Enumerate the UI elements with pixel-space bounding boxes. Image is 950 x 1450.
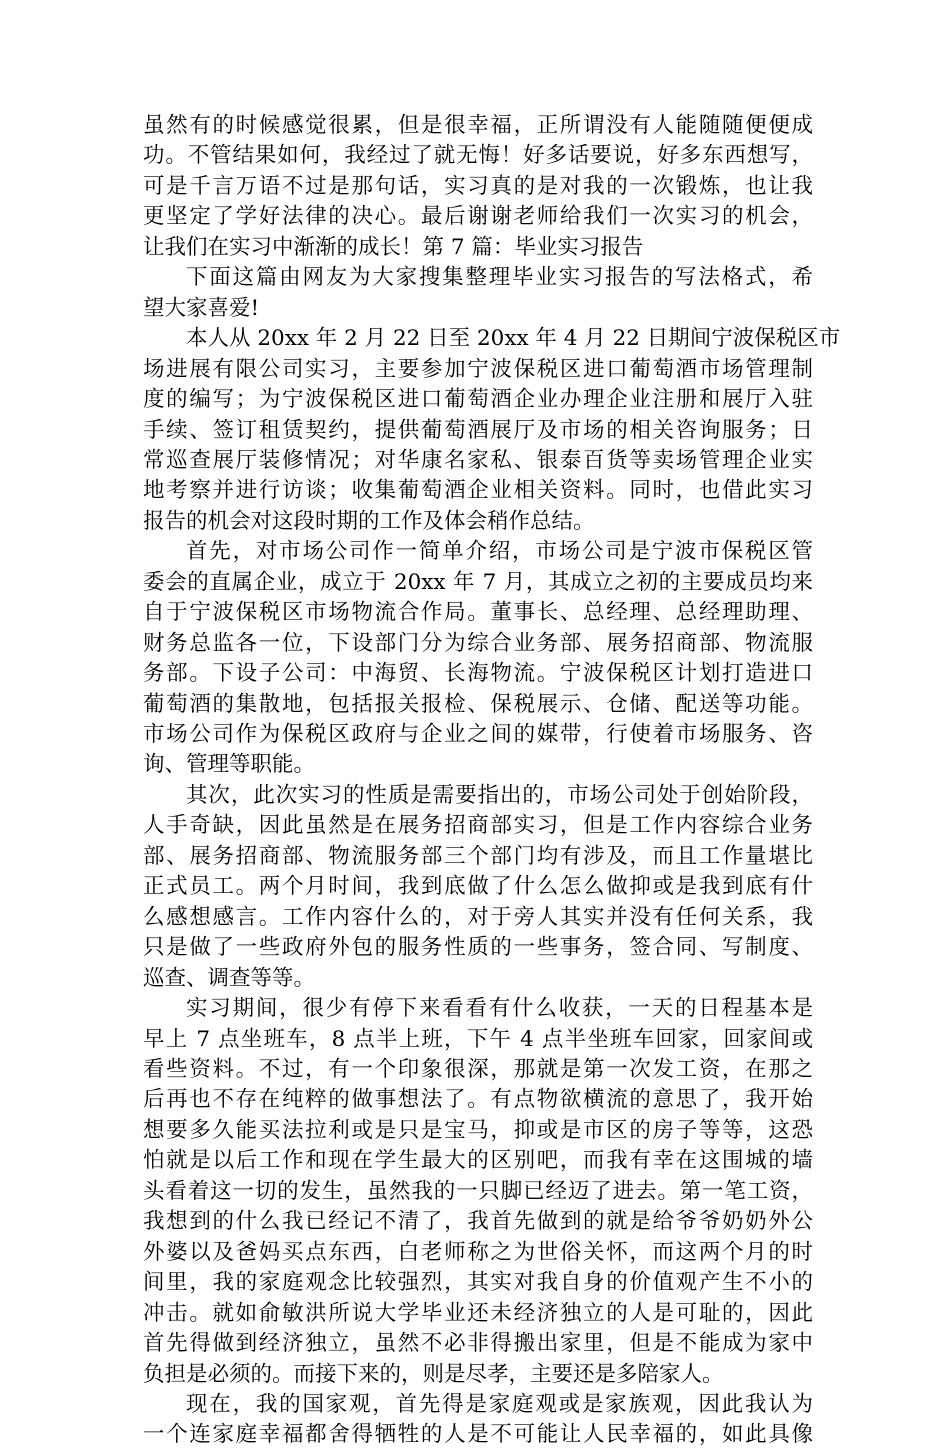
text-line: 后再也不存在纯粹的做事想法了。有点物欲横流的意思了，我开始 (143, 1087, 813, 1113)
text-line: 财务总监各一位，下设部门分为综合业务部、展务招商部、物流服 (143, 630, 813, 656)
text-line: 一个连家庭幸福都舍得牺牲的人是不可能让人民幸福的，如此具像 (143, 1422, 813, 1448)
text-line: 部、展务招商部、物流服务部三个部门均有涉及，而且工作量堪比 (143, 843, 813, 869)
text-line: 度的编写；为宁波保税区进口葡萄酒企业办理企业注册和展厅入驻 (143, 387, 813, 413)
text-line: 正式员工。两个月时间，我到底做了什么怎么做抑或是我到底有什 (143, 874, 813, 900)
text-line: 想要多久能买法拉利或是只是宝马，抑或是市区的房子等等，这恐 (143, 1117, 813, 1143)
text-line: 首先，对市场公司作一简单介绍，市场公司是宁波市保税区管 (186, 539, 813, 565)
text-line: 让我们在实习中渐渐的成长！第 7 篇：毕业实习报告 (143, 234, 644, 260)
text-line: 自于宁波保税区市场物流合作局。董事长、总经理、总经理助理、 (143, 600, 813, 626)
text-line: 我想到的什么我已经记不清了，我首先做到的就是给爷爷奶奶外公 (143, 1209, 813, 1235)
text-line: 么感想感言。工作内容什么的，对于旁人其实并没有任何关系，我 (143, 904, 813, 930)
text-line: 负担是必须的。而接下来的，则是尽孝，主要还是多陪家人。 (143, 1361, 724, 1387)
text-line: 可是千言万语不过是那句话，实习真的是对我的一次锻炼，也让我 (143, 173, 813, 199)
text-line: 场进展有限公司实习，主要参加宁波保税区进口葡萄酒市场管理制 (143, 356, 813, 382)
text-line: 望大家喜爱! (143, 295, 260, 321)
text-line: 地考察并进行访谈；收集葡萄酒企业相关资料。同时，也借此实习 (143, 478, 813, 504)
text-line: 只是做了一些政府外包的服务性质的一些事务，签合同、写制度、 (143, 935, 813, 961)
text-line: 报告的机会对这段时期的工作及体会稍作总结。 (143, 508, 595, 534)
text-line: 现在，我的国家观，首先得是家庭观或是家族观，因此我认为 (186, 1391, 813, 1417)
text-line: 下面这篇由网友为大家搜集整理毕业实习报告的写法格式，希 (186, 265, 813, 291)
text-line: 更坚定了学好法律的决心。最后谢谢老师给我们一次实习的机会， (143, 204, 813, 230)
text-line: 人手奇缺，因此虽然是在展务招商部实习，但是工作内容综合业务 (143, 813, 813, 839)
text-line: 头看着这一切的发生，虽然我的一只脚已经迈了进去。第一笔工资， (143, 1178, 813, 1204)
text-line: 本人从 20xx 年 2 月 22 日至 20xx 年 4 月 22 日期间宁波保税区市 (186, 326, 841, 352)
text-line: 询、管理等职能。 (143, 752, 316, 778)
text-line: 其次，此次实习的性质是需要指出的，市场公司处于创始阶段， (186, 782, 813, 808)
text-line: 常巡查展厅装修情况；对华康名家私、银泰百货等卖场管理企业实 (143, 447, 813, 473)
text-line: 功。不管结果如何，我经过了就无悔！好多话要说，好多东西想写， (143, 143, 813, 169)
text-line: 虽然有的时候感觉很累，但是很幸福，正所谓没有人能随随便便成 (143, 113, 813, 138)
text-line: 看些资料。不过，有一个印象很深，那就是第一次发工资，在那之 (143, 1056, 813, 1082)
text-line: 葡萄酒的集散地，包括报关报检、保税展示、仓储、配送等功能。 (143, 691, 813, 717)
text-line: 冲击。就如俞敏洪所说大学毕业还未经济独立的人是可耻的，因此 (143, 1300, 813, 1326)
text-line: 务部。下设子公司：中海贸、长海物流。宁波保税区计划打造进口 (143, 661, 813, 687)
text-line: 间里，我的家庭观念比较强烈，其实对我自身的价值观产生不小的 (143, 1270, 813, 1296)
text-line: 早上 7 点坐班车，8 点半上班，下午 4 点半坐班车回家，回家间或 (143, 1026, 813, 1052)
text-line: 巡查、调查等等。 (143, 965, 316, 991)
text-line: 委会的直属企业，成立于 20xx 年 7 月，其成立之初的主要成员均来 (143, 569, 813, 595)
text-line: 外婆以及爸妈买点东西，白老师称之为世俗关怀，而这两个月的时 (143, 1239, 813, 1265)
text-line: 怕就是以后工作和现在学生最大的区别吧，而我有幸在这围城的墙 (143, 1148, 813, 1174)
text-line: 实习期间，很少有停下来看看有什么收获，一天的日程基本是 (186, 996, 813, 1021)
text-line: 市场公司作为保税区政府与企业之间的媒带，行使着市场服务、咨 (143, 722, 813, 747)
text-line: 首先得做到经济独立，虽然不必非得搬出家里，但是不能成为家中 (143, 1331, 813, 1356)
text-line: 手续、签订租赁契约，提供葡萄酒展厅及市场的相关咨询服务；日 (143, 417, 813, 443)
